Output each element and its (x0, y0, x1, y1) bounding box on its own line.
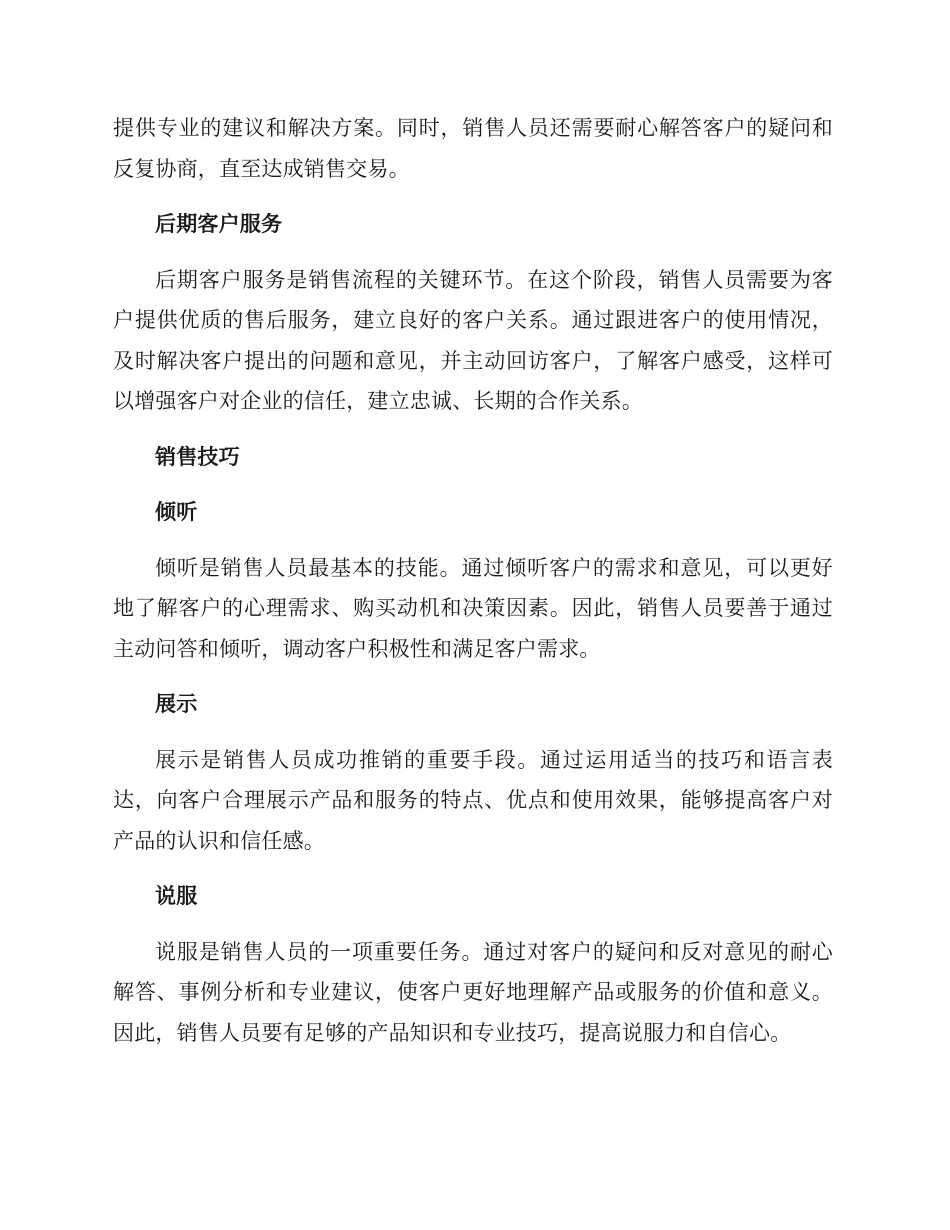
heading-persuasion: 说服 (155, 884, 198, 908)
paragraph-presentation: 展示是销售人员成功推销的重要手段。通过运用适当的技巧和语言表达，向客户合理展示产品和服务的特点、优点和使用效果，能够提高客户对产品的认识和信任感。 (113, 747, 833, 853)
heading-presentation: 展示 (155, 692, 198, 716)
document-body (113, 108, 833, 1068)
paragraph-solutions-continued: 提供专业的建议和解决方案。同时，销售人员还需要耐心解答客户的疑问和反复协商，直至达成销售交易。 (113, 116, 833, 181)
heading-sales-skills: 销售技巧 (155, 444, 240, 469)
heading-listening: 倾听 (155, 500, 198, 524)
paragraph-listening: 倾听是销售人员最基本的技能。通过倾听客户的需求和意见，可以更好地了解客户的心理需求、购买动机和决策因素。因此，销售人员要善于通过主动问答和倾听，调动客户积极性和满足客户需求。 (113, 555, 833, 661)
paragraph-after-sales-service: 后期客户服务是销售流程的关键环节。在这个阶段，销售人员需要为客户提供优质的售后服务，建立良好的客户关系。通过跟进客户的使用情况，及时解决客户提出的问题和意见，并主动回访客户，了解客户感受，这样可以增强客户对企业的信任，建立忠诚、长期的合作关系。 (113, 267, 833, 413)
heading-after-sales-service: 后期客户服务 (155, 212, 283, 236)
paragraph-persuasion: 说服是销售人员的一项重要任务。通过对客户的疑问和反对意见的耐心解答、事例分析和专业建议，使客户更好地理解产品或服务的价值和意义。因此，销售人员要有足够的产品知识和专业技巧，提高说服力和自信心。 (113, 939, 833, 1045)
